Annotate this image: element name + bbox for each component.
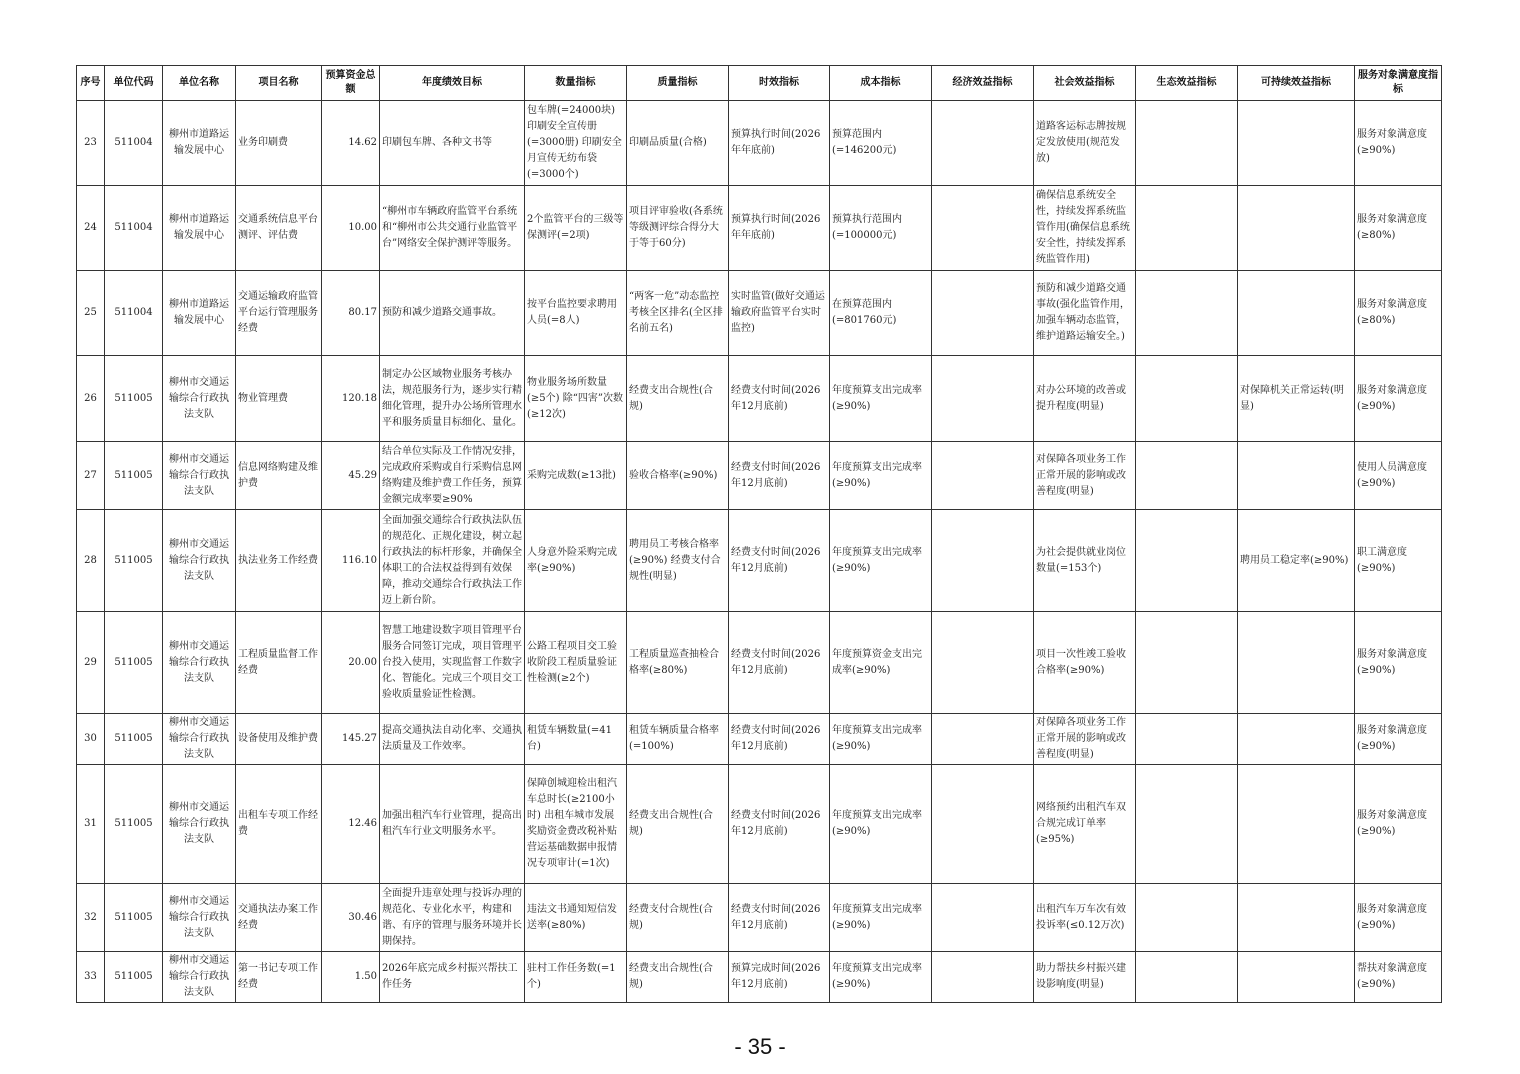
cell-cost: 年度预算支出完成率(≥90%) — [830, 356, 932, 442]
cell-sustainable — [1238, 442, 1355, 510]
header-satisfaction: 服务对象满意度指标 — [1355, 66, 1442, 101]
table-row — [77, 714, 1442, 765]
cell-unit: 柳州市交通运输综合行政执法支队 — [163, 442, 236, 510]
cell-sustainable — [1238, 884, 1355, 952]
cell-goal: 结合单位实际及工作情况安排，完成政府采购或自行采购信息网络购建及维护费工作任务，预算金额完成率要≥90% — [380, 442, 525, 510]
cell-sustainable — [1238, 271, 1355, 356]
cell-budget: 145.27 — [322, 714, 380, 765]
cell-quality: 工程质量巡查抽检合格率(≥80%) — [627, 612, 729, 714]
cell-timeliness: 实时监管(做好交通运输政府监管平台实时监控) — [729, 271, 830, 356]
cell-code: 511004 — [105, 271, 163, 356]
cell-project: 第一书记专项工作经费 — [236, 952, 322, 1003]
cell-unit: 柳州市道路运输发展中心 — [163, 186, 236, 271]
cell-sustainable — [1238, 612, 1355, 714]
cell-unit: 柳州市交通运输综合行政执法支队 — [163, 952, 236, 1003]
cell-unit: 柳州市交通运输综合行政执法支队 — [163, 510, 236, 612]
cell-sustainable — [1238, 952, 1355, 1003]
cell-goal: 智慧工地建设数字项目管理平台服务合同签订完成，项目管理平台投入使用，实现监督工作数字化、智能化。完成三个项目交工验收质量验证性检测。 — [380, 612, 525, 714]
table-row — [77, 101, 1442, 186]
cell-satisfaction: 服务对象满意度(≥90%) — [1355, 356, 1442, 442]
cell-quantity: 包车牌(=24000块) 印刷安全宣传册(=3000册) 印刷安全月宣传无纺布袋(=3000个) — [525, 101, 627, 186]
cell-no: 30 — [77, 714, 105, 765]
cell-code: 511005 — [105, 765, 163, 884]
cell-economic — [932, 356, 1034, 442]
cell-budget: 12.46 — [322, 765, 380, 884]
cell-satisfaction: 服务对象满意度(≥80%) — [1355, 186, 1442, 271]
cell-no: 28 — [77, 510, 105, 612]
cell-social: 对保障各项业务工作正常开展的影响或改善程度(明显) — [1034, 442, 1136, 510]
cell-project: 出租车专项工作经费 — [236, 765, 322, 884]
cell-social: 助力帮扶乡村振兴建设影响度(明显) — [1034, 952, 1136, 1003]
cell-code: 511005 — [105, 356, 163, 442]
table-row — [77, 442, 1442, 510]
cell-sustainable — [1238, 101, 1355, 186]
cell-satisfaction: 服务对象满意度(≥90%) — [1355, 612, 1442, 714]
cell-quality: 经费支付合规性(合规) — [627, 884, 729, 952]
cell-quantity: 违法文书通知短信发送率(≥80%) — [525, 884, 627, 952]
cell-goal: 2026年底完成乡村振兴帮扶工作任务 — [380, 952, 525, 1003]
cell-social: 确保信息系统安全性，持续发挥系统监管作用(确保信息系统安全性，持续发挥系统监管作用) — [1034, 186, 1136, 271]
cell-social: 项目一次性竣工验收合格率(≥90%) — [1034, 612, 1136, 714]
cell-ecological — [1136, 271, 1238, 356]
cell-goal: 加强出租汽车行业管理，提高出租汽车行业文明服务水平。 — [380, 765, 525, 884]
cell-goal: 预防和减少道路交通事故。 — [380, 271, 525, 356]
cell-goal: 全面加强交通综合行政执法队伍的规范化、正规化建设，树立起行政执法的标杆形象，并确保全体职工的合法权益得到有效保障，推动交通综合行政执法工作迈上新台阶。 — [380, 510, 525, 612]
cell-satisfaction: 职工满意度(≥90%) — [1355, 510, 1442, 612]
header-code: 单位代码 — [105, 66, 163, 101]
header-ecological: 生态效益指标 — [1136, 66, 1238, 101]
cell-unit: 柳州市交通运输综合行政执法支队 — [163, 884, 236, 952]
cell-economic — [932, 884, 1034, 952]
cell-no: 32 — [77, 884, 105, 952]
cell-social: 网络预约出租汽车双合规完成订单率(≥95%) — [1034, 765, 1136, 884]
cell-sustainable: 聘用员工稳定率(≥90%) — [1238, 510, 1355, 612]
cell-budget: 45.29 — [322, 442, 380, 510]
cell-cost: 预算执行范围内(=100000元) — [830, 186, 932, 271]
cell-budget: 120.18 — [322, 356, 380, 442]
cell-unit: 柳州市交通运输综合行政执法支队 — [163, 765, 236, 884]
table-row — [77, 884, 1442, 952]
cell-project: 交通运输政府监管平台运行管理服务经费 — [236, 271, 322, 356]
cell-satisfaction: 服务对象满意度(≥90%) — [1355, 765, 1442, 884]
cell-goal: 全面提升违章处理与投诉办理的规范化、专业化水平，构建和谐、有序的管理与服务环境并长期保持。 — [380, 884, 525, 952]
cell-social: 对办公环境的改善或提升程度(明显) — [1034, 356, 1136, 442]
cell-cost: 年度预算支出完成率(≥90%) — [830, 510, 932, 612]
header-cost: 成本指标 — [830, 66, 932, 101]
cell-unit: 柳州市交通运输综合行政执法支队 — [163, 612, 236, 714]
cell-project: 物业管理费 — [236, 356, 322, 442]
cell-economic — [932, 271, 1034, 356]
cell-no: 24 — [77, 186, 105, 271]
cell-economic — [932, 101, 1034, 186]
cell-no: 31 — [77, 765, 105, 884]
cell-cost: 年度预算支出完成率(≥90%) — [830, 884, 932, 952]
header-goal: 年度绩效目标 — [380, 66, 525, 101]
cell-ecological — [1136, 442, 1238, 510]
header-quality: 质量指标 — [627, 66, 729, 101]
cell-economic — [932, 765, 1034, 884]
cell-code: 511004 — [105, 101, 163, 186]
cell-unit: 柳州市道路运输发展中心 — [163, 101, 236, 186]
cell-quality: 经费支出合规性(合规) — [627, 765, 729, 884]
table-row — [77, 356, 1442, 442]
cell-quality: 经费支出合规性(合规) — [627, 356, 729, 442]
cell-quality: 经费支出合规性(合规) — [627, 952, 729, 1003]
cell-quality: 项目评审验收(各系统等级测评综合得分大于等于60分) — [627, 186, 729, 271]
cell-satisfaction: 服务对象满意度(≥80%) — [1355, 271, 1442, 356]
cell-no: 26 — [77, 356, 105, 442]
table-row — [77, 271, 1442, 356]
cell-economic — [932, 952, 1034, 1003]
cell-quantity: 公路工程项目交工验收阶段工程质量验证性检测(≥2个) — [525, 612, 627, 714]
header-no: 序号 — [77, 66, 105, 101]
cell-ecological — [1136, 510, 1238, 612]
cell-code: 511005 — [105, 714, 163, 765]
cell-budget: 1.50 — [322, 952, 380, 1003]
cell-ecological — [1136, 356, 1238, 442]
cell-quality: “两客一危”动态监控考核全区排名(全区排名前五名) — [627, 271, 729, 356]
cell-timeliness: 预算执行时间(2026年年底前) — [729, 101, 830, 186]
cell-cost: 在预算范围内(=801760元) — [830, 271, 932, 356]
cell-cost: 年度预算支出完成率(≥90%) — [830, 442, 932, 510]
cell-social: 出租汽车万车次有效投诉率(≤0.12万次) — [1034, 884, 1136, 952]
cell-quality: 聘用员工考核合格率(≥90%) 经费支付合规性(明显) — [627, 510, 729, 612]
cell-cost: 年度预算支出完成率(≥90%) — [830, 714, 932, 765]
page-number: - 35 - — [734, 1034, 786, 1059]
cell-quality: 印刷品质量(合格) — [627, 101, 729, 186]
cell-social: 预防和减少道路交通事故(强化监管作用，加强车辆动态监管，维护道路运输安全。) — [1034, 271, 1136, 356]
cell-sustainable — [1238, 714, 1355, 765]
header-quantity: 数量指标 — [525, 66, 627, 101]
header-unit: 单位名称 — [163, 66, 236, 101]
table-body — [77, 101, 1442, 1003]
cell-timeliness: 经费支付时间(2026年12月底前) — [729, 510, 830, 612]
cell-code: 511005 — [105, 442, 163, 510]
cell-economic — [932, 510, 1034, 612]
cell-ecological — [1136, 884, 1238, 952]
cell-timeliness: 经费支付时间(2026年12月底前) — [729, 714, 830, 765]
table-row — [77, 186, 1442, 271]
cell-timeliness: 经费支付时间(2026年12月底前) — [729, 612, 830, 714]
cell-timeliness: 经费支付时间(2026年12月底前) — [729, 356, 830, 442]
cell-quantity: 租赁车辆数量(=41台) — [525, 714, 627, 765]
cell-timeliness: 经费支付时间(2026年12月底前) — [729, 884, 830, 952]
table-row — [77, 952, 1442, 1003]
cell-code: 511004 — [105, 186, 163, 271]
cell-project: 工程质量监督工作经费 — [236, 612, 322, 714]
cell-cost: 年度预算资金支出完成率(≥90%) — [830, 612, 932, 714]
cell-project: 信息网络购建及维护费 — [236, 442, 322, 510]
cell-quantity: 物业服务场所数量(≥5个) 除“四害”次数(≥12次) — [525, 356, 627, 442]
performance-table — [76, 65, 1442, 1003]
cell-project: 交通系统信息平台测评、评估费 — [236, 186, 322, 271]
cell-code: 511005 — [105, 952, 163, 1003]
cell-satisfaction: 服务对象满意度(≥90%) — [1355, 101, 1442, 186]
cell-ecological — [1136, 714, 1238, 765]
cell-unit: 柳州市交通运输综合行政执法支队 — [163, 356, 236, 442]
cell-project: 业务印刷费 — [236, 101, 322, 186]
header-project: 项目名称 — [236, 66, 322, 101]
cell-ecological — [1136, 952, 1238, 1003]
cell-quantity: 人身意外险采购完成率(≥90%) — [525, 510, 627, 612]
cell-sustainable — [1238, 765, 1355, 884]
cell-goal: 印刷包车牌、各种文书等 — [380, 101, 525, 186]
cell-ecological — [1136, 612, 1238, 714]
cell-quality: 租赁车辆质量合格率(=100%) — [627, 714, 729, 765]
cell-code: 511005 — [105, 510, 163, 612]
cell-project: 交通执法办案工作经费 — [236, 884, 322, 952]
cell-code: 511005 — [105, 612, 163, 714]
cell-code: 511005 — [105, 884, 163, 952]
table-header-row — [77, 66, 1442, 101]
cell-quantity: 保障创城迎检出租汽车总时长(≥2100小时) 出租车城市发展奖励资金费改税补贴营运基础数据申报情况专项审计(=1次) — [525, 765, 627, 884]
cell-quantity: 2个监管平台的三级等保测评(=2项) — [525, 186, 627, 271]
cell-no: 25 — [77, 271, 105, 356]
cell-economic — [932, 186, 1034, 271]
table-row — [77, 510, 1442, 612]
header-sustainable: 可持续效益指标 — [1238, 66, 1355, 101]
header-timeliness: 时效指标 — [729, 66, 830, 101]
cell-goal: 制定办公区域物业服务考核办法，规范服务行为，逐步实行精细化管理，提升办公场所管理水平和服务质量目标细化、量化。 — [380, 356, 525, 442]
cell-cost: 预算范围内(=146200元) — [830, 101, 932, 186]
cell-social: 为社会提供就业岗位数量(=153个) — [1034, 510, 1136, 612]
cell-satisfaction: 服务对象满意度(≥90%) — [1355, 884, 1442, 952]
cell-budget: 80.17 — [322, 271, 380, 356]
cell-social: 对保障各项业务工作正常开展的影响或改善程度(明显) — [1034, 714, 1136, 765]
header-economic: 经济效益指标 — [932, 66, 1034, 101]
cell-satisfaction: 服务对象满意度(≥90%) — [1355, 714, 1442, 765]
cell-no: 27 — [77, 442, 105, 510]
cell-quantity: 按平台监控要求聘用人员(=8人) — [525, 271, 627, 356]
cell-budget: 10.00 — [322, 186, 380, 271]
cell-social: 道路客运标志牌按规定发放使用(规范发放) — [1034, 101, 1136, 186]
header-social: 社会效益指标 — [1034, 66, 1136, 101]
cell-economic — [932, 714, 1034, 765]
cell-unit: 柳州市道路运输发展中心 — [163, 271, 236, 356]
cell-project: 设备使用及维护费 — [236, 714, 322, 765]
cell-budget: 20.00 — [322, 612, 380, 714]
cell-timeliness: 预算执行时间(2026年年底前) — [729, 186, 830, 271]
cell-timeliness: 经费支付时间(2026年12月底前) — [729, 765, 830, 884]
cell-quantity: 采购完成数(≥13批) — [525, 442, 627, 510]
cell-economic — [932, 442, 1034, 510]
header-budget: 预算资金总额 — [322, 66, 380, 101]
cell-unit: 柳州市交通运输综合行政执法支队 — [163, 714, 236, 765]
cell-economic — [932, 612, 1034, 714]
cell-cost: 年度预算支出完成率(≥90%) — [830, 765, 932, 884]
table-row — [77, 765, 1442, 884]
cell-quality: 验收合格率(≥90%) — [627, 442, 729, 510]
cell-goal: “柳州市车辆政府监管平台系统和“柳州市公共交通行业监管平台”网络安全保护测评等服务。 — [380, 186, 525, 271]
cell-budget: 14.62 — [322, 101, 380, 186]
cell-project: 执法业务工作经费 — [236, 510, 322, 612]
cell-ecological — [1136, 186, 1238, 271]
cell-quantity: 驻村工作任务数(=1个) — [525, 952, 627, 1003]
cell-no: 33 — [77, 952, 105, 1003]
cell-sustainable: 对保障机关正常运转(明显) — [1238, 356, 1355, 442]
cell-budget: 116.10 — [322, 510, 380, 612]
cell-budget: 30.46 — [322, 884, 380, 952]
cell-no: 23 — [77, 101, 105, 186]
cell-cost: 年度预算支出完成率(≥90%) — [830, 952, 932, 1003]
cell-sustainable — [1238, 186, 1355, 271]
table-row — [77, 612, 1442, 714]
cell-timeliness: 预算完成时间(2026年12月底前) — [729, 952, 830, 1003]
cell-ecological — [1136, 765, 1238, 884]
cell-no: 29 — [77, 612, 105, 714]
cell-goal: 提高交通执法自动化率、交通执法质量及工作效率。 — [380, 714, 525, 765]
cell-satisfaction: 使用人员满意度(≥90%) — [1355, 442, 1442, 510]
cell-ecological — [1136, 101, 1238, 186]
cell-timeliness: 经费支付时间(2026年12月底前) — [729, 442, 830, 510]
cell-satisfaction: 帮扶对象满意度(≥90%) — [1355, 952, 1442, 1003]
